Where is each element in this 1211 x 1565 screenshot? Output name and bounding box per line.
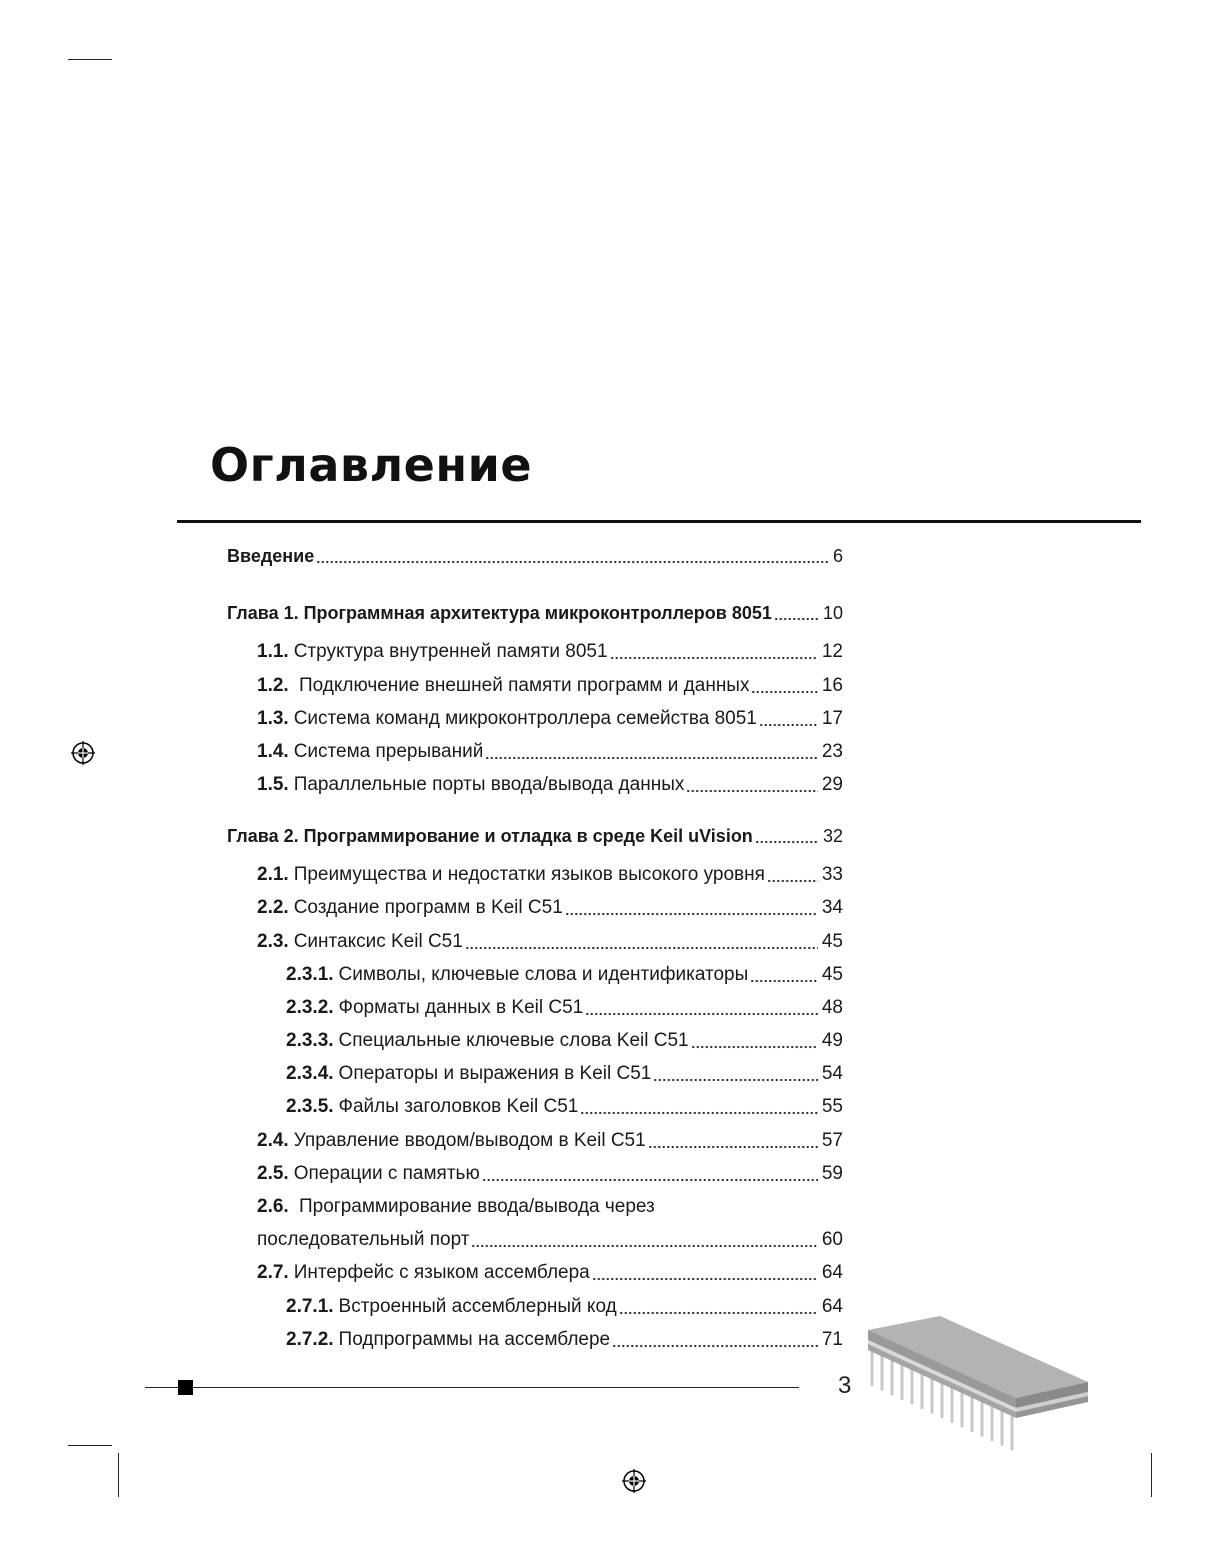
registration-mark-icon (71, 741, 95, 765)
toc-page-number: 59 (821, 1163, 843, 1184)
toc-entry-title: Синтаксис Keil C51 (293, 931, 463, 952)
toc-entry[interactable] (227, 959, 843, 987)
toc-leader-dots (610, 656, 818, 660)
toc-entry-number: 1.2. (257, 675, 289, 696)
toc-leader-dots (471, 1244, 817, 1248)
toc-entry-number: 2.3. (257, 931, 289, 952)
toc-page-number: 49 (821, 1030, 843, 1051)
toc-leader-dots (751, 690, 817, 694)
toc-entry-title: последовательный порт (257, 1229, 470, 1250)
toc-leader-dots (465, 946, 818, 950)
toc-entry[interactable] (227, 636, 843, 664)
page-title: Оглавление (210, 438, 533, 492)
registration-mark-icon (622, 1469, 646, 1493)
toc-entry[interactable] (227, 703, 843, 731)
footer-square (178, 1380, 193, 1395)
toc-entry[interactable] (227, 1224, 843, 1252)
crop-mark-bottom-right-v (1151, 1453, 1152, 1497)
toc-leader-dots (482, 1178, 818, 1182)
title-rule (177, 520, 1141, 523)
toc-entry[interactable] (227, 1025, 843, 1053)
toc-entry-number: 2.3.5. (286, 1096, 334, 1117)
toc-entry-number: 1.3. (257, 708, 289, 729)
toc-page-number: 34 (821, 897, 843, 918)
toc-entry-title: Создание программ в Keil C51 (293, 897, 563, 918)
toc-entry-title: Глава 2. Программирование и отладка в среде Keil uVision (227, 826, 753, 846)
toc-leader-dots (592, 1277, 818, 1281)
toc-entry-number: 1.1. (257, 641, 289, 662)
toc-entry-number: 2.5. (257, 1163, 289, 1184)
toc-entry[interactable] (227, 1191, 843, 1219)
toc-leader-dots (755, 840, 819, 844)
toc-chapter-entry[interactable] (227, 540, 843, 568)
toc-entry-title: Управление вводом/выводом в Keil C51 (293, 1130, 646, 1151)
toc-entry[interactable] (227, 992, 843, 1020)
toc-entry-number: 2.6. (257, 1196, 289, 1217)
toc-entry-title: Подпрограммы на ассемблере (338, 1329, 611, 1350)
toc-entry-title: Символы, ключевые слова и идентификаторы (338, 964, 749, 985)
toc-entry-number: 2.7. (257, 1262, 289, 1283)
toc-entry[interactable] (227, 736, 843, 764)
toc-leader-dots (686, 789, 818, 793)
toc-page-number: 64 (821, 1262, 843, 1283)
toc-entry[interactable] (227, 1158, 843, 1186)
microchip-icon (860, 1310, 1095, 1460)
toc-entry-title: Параллельные порты ввода/вывода данных (293, 774, 685, 795)
toc-entry[interactable] (227, 926, 843, 954)
toc-entry-number: 2.3.1. (286, 964, 334, 985)
toc-leader-dots (759, 723, 818, 727)
toc-leader-dots (774, 617, 819, 621)
toc-entry-title: Встроенный ассемблерный код (338, 1296, 617, 1317)
toc-page-number: 54 (821, 1063, 843, 1084)
toc-leader-dots (619, 1311, 818, 1315)
toc-entry[interactable] (227, 1291, 843, 1319)
toc-leader-dots (580, 1111, 817, 1115)
toc-entry[interactable] (227, 1125, 843, 1153)
toc-entry-title: Операторы и выражения в Keil C51 (338, 1063, 652, 1084)
toc-leader-dots (612, 1344, 818, 1348)
toc-entry-number: 2.3.2. (286, 997, 334, 1018)
toc-leader-dots (316, 560, 829, 564)
toc-entry[interactable] (227, 1058, 843, 1086)
toc-entry-number: 2.7.2. (286, 1329, 334, 1350)
page-number: 3 (838, 1372, 852, 1399)
toc-entry-title: Система команд микроконтроллера семейства 8051 (293, 708, 757, 729)
toc-page-number: 12 (821, 641, 843, 662)
toc-page-number: 32 (822, 826, 843, 846)
crop-mark-top-left (68, 59, 112, 60)
toc-entry-title: Интерфейс с языком ассемблера (293, 1262, 590, 1283)
toc-entry-title: Форматы данных в Keil C51 (338, 997, 584, 1018)
toc-entry-title: Преимущества и недостатки языков высокого уровня (293, 864, 765, 885)
toc-page-number: 33 (821, 864, 843, 885)
toc-entry-title: Программирование ввода/вывода через (293, 1196, 655, 1217)
toc-leader-dots (585, 1012, 818, 1016)
toc-entry-number: 2.1. (257, 864, 289, 885)
toc-page-number: 57 (821, 1130, 843, 1151)
toc-entry[interactable] (227, 1324, 843, 1352)
toc-leader-dots (565, 912, 818, 916)
toc-entry[interactable] (227, 892, 843, 920)
toc-chapter-entry[interactable] (227, 820, 843, 848)
toc-entry-number: 2.7.1. (286, 1296, 334, 1317)
toc-page-number: 60 (821, 1229, 843, 1250)
toc-page-number: 64 (821, 1296, 843, 1317)
toc-entry-title: Операции с памятью (293, 1163, 480, 1184)
toc-entry-title: Глава 1. Программная архитектура микроконтроллеров 8051 (227, 603, 772, 623)
toc-entry-title: Система прерываний (293, 741, 484, 762)
toc-entry-number: 2.3.3. (286, 1030, 334, 1051)
toc-entry[interactable] (227, 1091, 843, 1119)
toc-page-number: 10 (822, 603, 843, 623)
toc-entry[interactable] (227, 769, 843, 797)
toc-entry-title: Файлы заголовков Keil C51 (338, 1096, 579, 1117)
toc-leader-dots (648, 1145, 818, 1149)
toc-page-number: 6 (832, 546, 843, 566)
toc-leader-dots (767, 879, 818, 883)
toc-entry-number: 2.4. (257, 1130, 289, 1151)
toc-leader-dots (750, 979, 818, 983)
toc-page-number: 16 (821, 675, 843, 696)
toc-leader-dots (653, 1078, 817, 1082)
toc-entry-title: Подключение внешней памяти программ и данных (293, 675, 750, 696)
toc-page-number: 45 (821, 964, 843, 985)
crop-mark-bottom-left-v (118, 1453, 119, 1497)
toc-entry-title: Структура внутренней памяти 8051 (293, 641, 608, 662)
toc-leader-dots (485, 756, 818, 760)
toc-entry-number: 2.3.4. (286, 1063, 334, 1084)
toc-entry[interactable] (227, 670, 843, 698)
toc-page-number: 71 (821, 1329, 843, 1350)
toc-leader-dots (691, 1045, 818, 1049)
toc-entry-number: 1.4. (257, 741, 289, 762)
toc-page-number: 45 (821, 931, 843, 952)
toc-chapter-entry[interactable] (227, 597, 843, 625)
toc-entry-number: 1.5. (257, 774, 289, 795)
footer-rule (145, 1387, 799, 1388)
toc-entry[interactable] (227, 1257, 843, 1285)
toc-page-number: 29 (821, 774, 843, 795)
toc-entry-number: 2.2. (257, 897, 289, 918)
toc-entry[interactable] (227, 859, 843, 887)
crop-mark-bottom-left-h (68, 1445, 112, 1446)
toc-page-number: 17 (821, 708, 843, 729)
toc-page-number: 23 (821, 741, 843, 762)
toc-entry-title: Специальные ключевые слова Keil C51 (338, 1030, 689, 1051)
toc-page-number: 55 (821, 1096, 843, 1117)
toc-entry-title: Введение (227, 546, 315, 566)
toc-page-number: 48 (821, 997, 843, 1018)
